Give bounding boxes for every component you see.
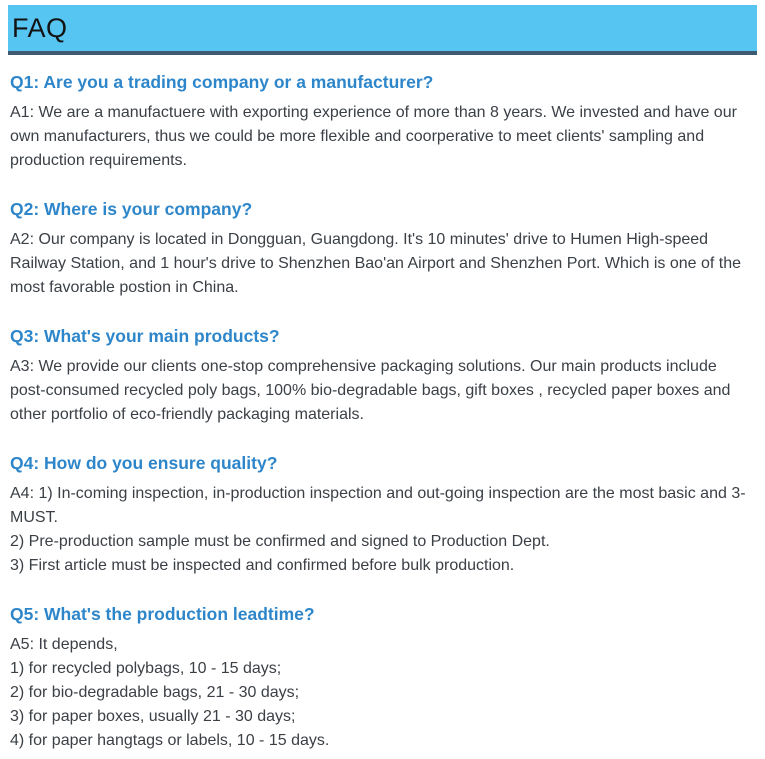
faq-answer-q5-line3: 2) for bio-degradable bags, 21 - 30 days; [10,684,300,701]
faq-question-q2: Q2: Where is your company? [10,199,253,219]
page-title: FAQ [12,12,68,43]
faq-page [0,5,765,759]
faq-answer-q2: A2: Our company is located in Dongguan, Guangdong. It's 10 minutes' drive to Humen High-speed Railway Station, and 1 hour's drive to Shenzhen Bao'an Airport and Shenzhen Port. Which is one of the most favorable postion in China. [10,231,741,296]
faq-content [0,55,765,759]
faq-answer-q4-line2: 2) Pre-production sample must be confirmed and signed to Production Dept. [10,533,550,550]
faq-answer-q5-line2: 1) for recycled polybags, 10 - 15 days; [10,660,282,677]
faq-answer-q4-line1: A4: 1) In-coming inspection, in-production inspection and out-going inspection are the most basic and 3-MUST. [10,485,746,526]
faq-question-q4: Q4: How do you ensure quality? [10,453,278,473]
faq-answer-q1: A1: We are a manufactuere with exporting experience of more than 8 years. We invested and have our own manufacturers, thus we could be more flexible and coorperative to meet clients' sampling and production requirements. [10,104,737,169]
faq-question-q5: Q5: What's the production leadtime? [10,604,315,624]
faq-item-q1 [10,72,755,173]
faq-answer-q3: A3: We provide our clients one-stop comprehensive packaging solutions. Our main products include post-consumed recycled poly bags, 100% bio-degradable bags, gift boxes , recycled paper boxes and other portfolio of eco-friendly packaging materials. [10,358,731,423]
faq-item-q3 [10,326,755,427]
faq-answer-q4-line3: 3) First article must be inspected and confirmed before bulk production. [10,557,515,574]
faq-item-q2 [10,199,755,300]
faq-header-bar [8,5,757,55]
faq-item-q5 [10,604,755,753]
faq-answer-q5-line1: A5: It depends, [10,636,118,653]
faq-question-q3: Q3: What's your main products? [10,326,280,346]
faq-answer-q5-line4: 3) for paper boxes, usually 21 - 30 days; [10,708,296,725]
faq-item-q4 [10,453,755,578]
faq-question-q1: Q1: Are you a trading company or a manufacturer? [10,72,434,92]
faq-answer-q5-line5: 4) for paper hangtags or labels, 10 - 15 days. [10,732,330,749]
